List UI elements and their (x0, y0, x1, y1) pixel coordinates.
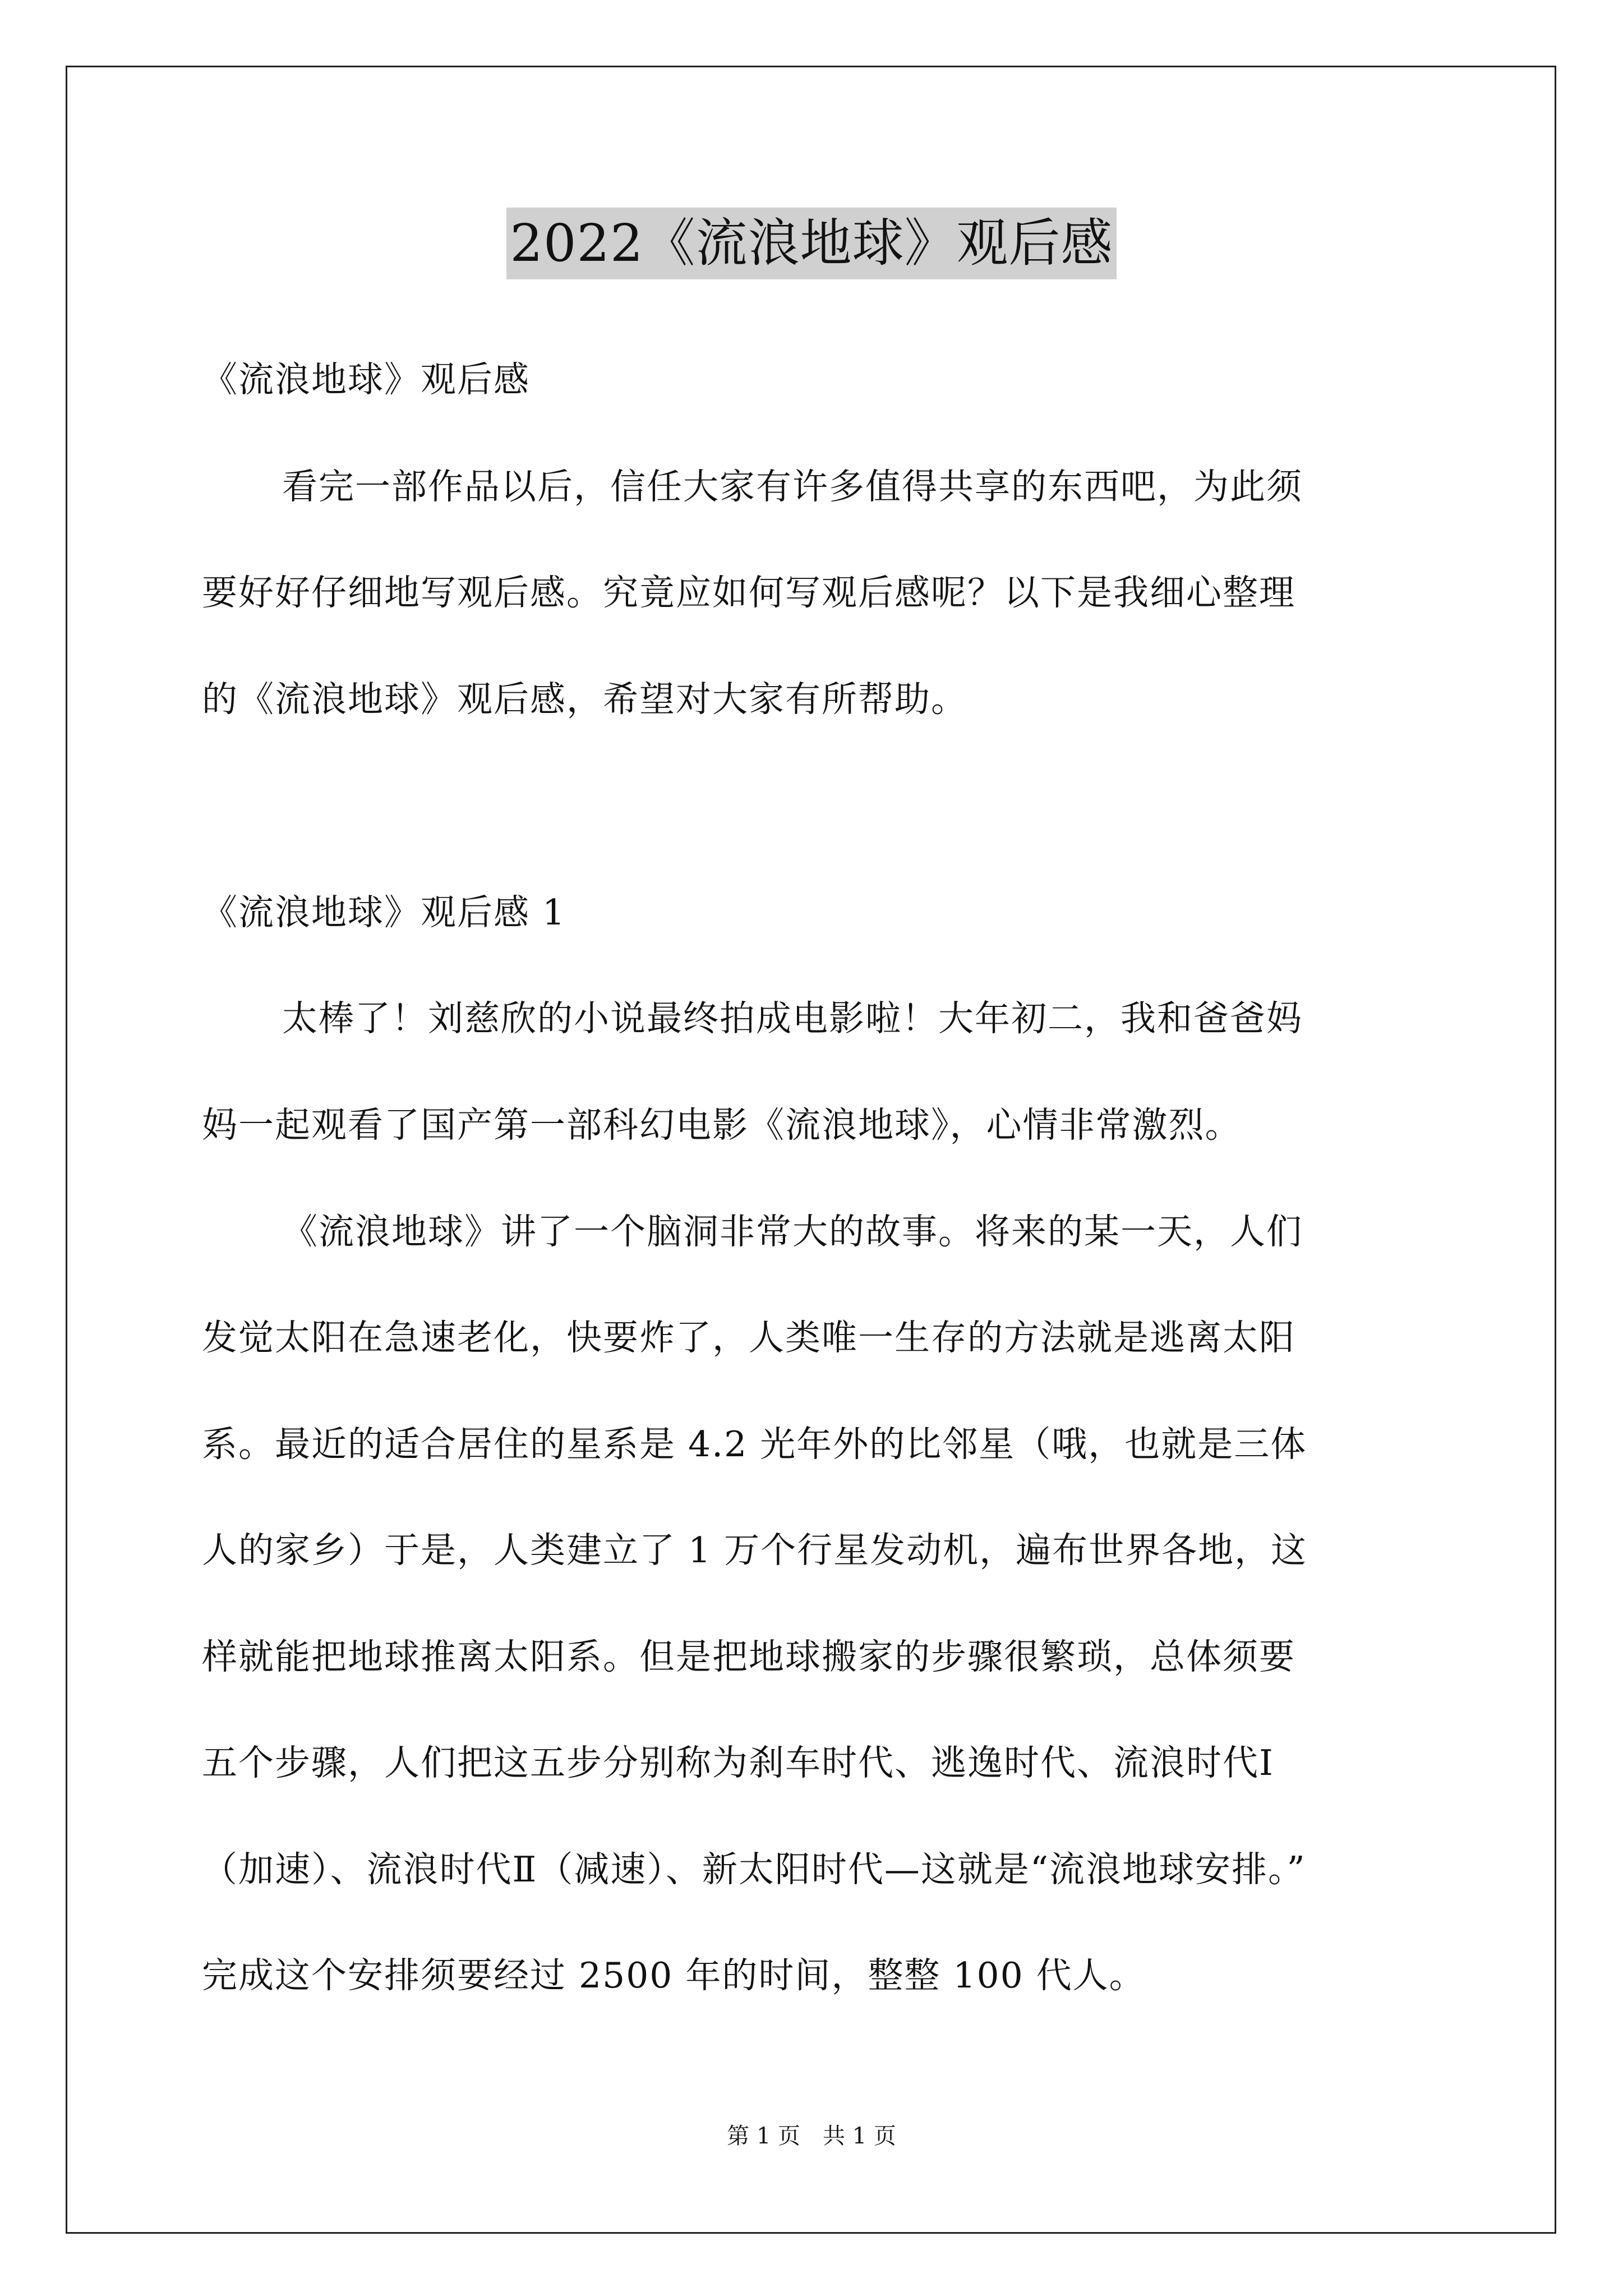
paragraph-line: 完成这个安排须要经过 2500 年的时间，整整 100 代人。 (202, 1955, 1146, 1996)
paragraph-line: 发觉太阳在急速老化，快要炸了，人类唯一生存的方法就是逃离太阳 (202, 1317, 1295, 1358)
section-heading: 《流浪地球》观后感 1 (202, 892, 566, 933)
paragraph-line: 系。最近的适合居住的星系是 4.2 光年外的比邻星（哦，也就是三体 (202, 1424, 1307, 1465)
document-title: 2022《流浪地球》观后感 (506, 208, 1116, 279)
intro-line: 要好好仔细地写观后感。究竟应如何写观后感呢？以下是我细心整理 (202, 572, 1295, 613)
paragraph-line: 人的家乡）于是，人类建立了 1 万个行星发动机，遍布世界各地，这 (202, 1530, 1308, 1571)
paragraph-line: （加速）、流浪时代Ⅱ（减速）、新太阳时代—这就是“流浪地球安排。” (202, 1849, 1306, 1890)
intro-line: 看完一部作品以后，信任大家有许多值得共享的东西吧，为此须 (282, 466, 1303, 507)
paragraph-line: 五个步骤，人们把这五步分别称为刹车时代、逃逸时代、流浪时代Ⅰ (202, 1742, 1274, 1783)
paragraph-line: 太棒了！刘慈欣的小说最终拍成电影啦！大年初二，我和爸爸妈 (282, 998, 1303, 1039)
paragraph-line: 妈一起观看了国产第一部科幻电影《流浪地球》，心情非常激烈。 (202, 1105, 1242, 1145)
paragraph-line: 样就能把地球推离太阳系。但是把地球搬家的步骤很繁琐，总体须要 (202, 1636, 1295, 1677)
paragraph-line: 《流浪地球》讲了一个脑洞非常大的故事。将来的某一天，人们 (282, 1211, 1303, 1252)
intro-line: 的《流浪地球》观后感，希望对大家有所帮助。 (202, 679, 967, 720)
page-footer: 第 1 页 共 1 页 (727, 2123, 896, 2149)
title-container (0, 208, 1623, 279)
document-subtitle: 《流浪地球》观后感 (202, 359, 530, 400)
